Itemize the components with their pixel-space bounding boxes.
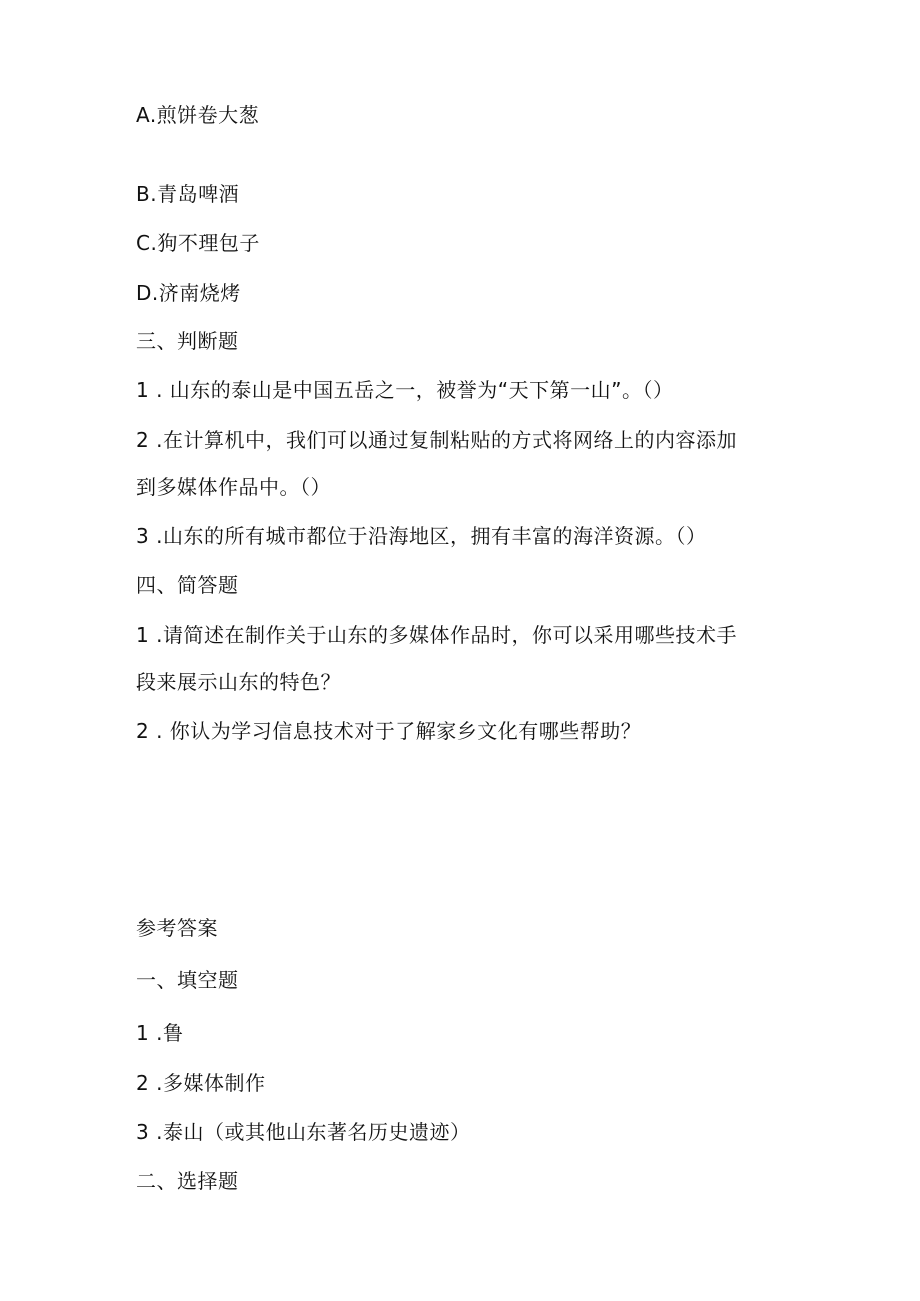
judge-question-2-line-2: 到多媒体作品中。（） <box>136 475 331 499</box>
judge-heading: 三、判断题 <box>136 329 239 353</box>
judge-question-2-line-1: 2 .在计算机中，我们可以通过复制粘贴的方式将网络上的内容添加 <box>136 428 737 452</box>
answers-fill-heading: 一、填空题 <box>136 968 239 992</box>
answers-title: 参考答案 <box>136 916 218 940</box>
short-question-1-line-2: 段来展示山东的特色？ <box>136 670 341 694</box>
option-c: C.狗不理包子 <box>136 231 260 255</box>
option-a: A.煎饼卷大葱 <box>136 103 260 127</box>
short-question-2: 2 . 你认为学习信息技术对于了解家乡文化有哪些帮助？ <box>136 719 642 743</box>
answer-fill-2: 2 .多媒体制作 <box>136 1071 266 1095</box>
answer-fill-3: 3 .泰山（或其他山东著名历史遗迹） <box>136 1120 471 1144</box>
option-b: B.青岛啤酒 <box>136 182 240 206</box>
answer-fill-1: 1 .鲁 <box>136 1021 184 1045</box>
short-answer-heading: 四、简答题 <box>136 573 239 597</box>
answers-choice-heading: 二、选择题 <box>136 1169 239 1193</box>
option-d: D.济南烧烤 <box>136 281 241 305</box>
short-question-1-line-1: 1 .请简述在制作关于山东的多媒体作品时，你可以采用哪些技术手 <box>136 623 737 647</box>
judge-question-1: 1 . 山东的泰山是中国五岳之一，被誉为“天下第一山”。（） <box>136 378 674 402</box>
judge-question-3: 3 .山东的所有城市都位于沿海地区，拥有丰富的海洋资源。（） <box>136 524 707 548</box>
